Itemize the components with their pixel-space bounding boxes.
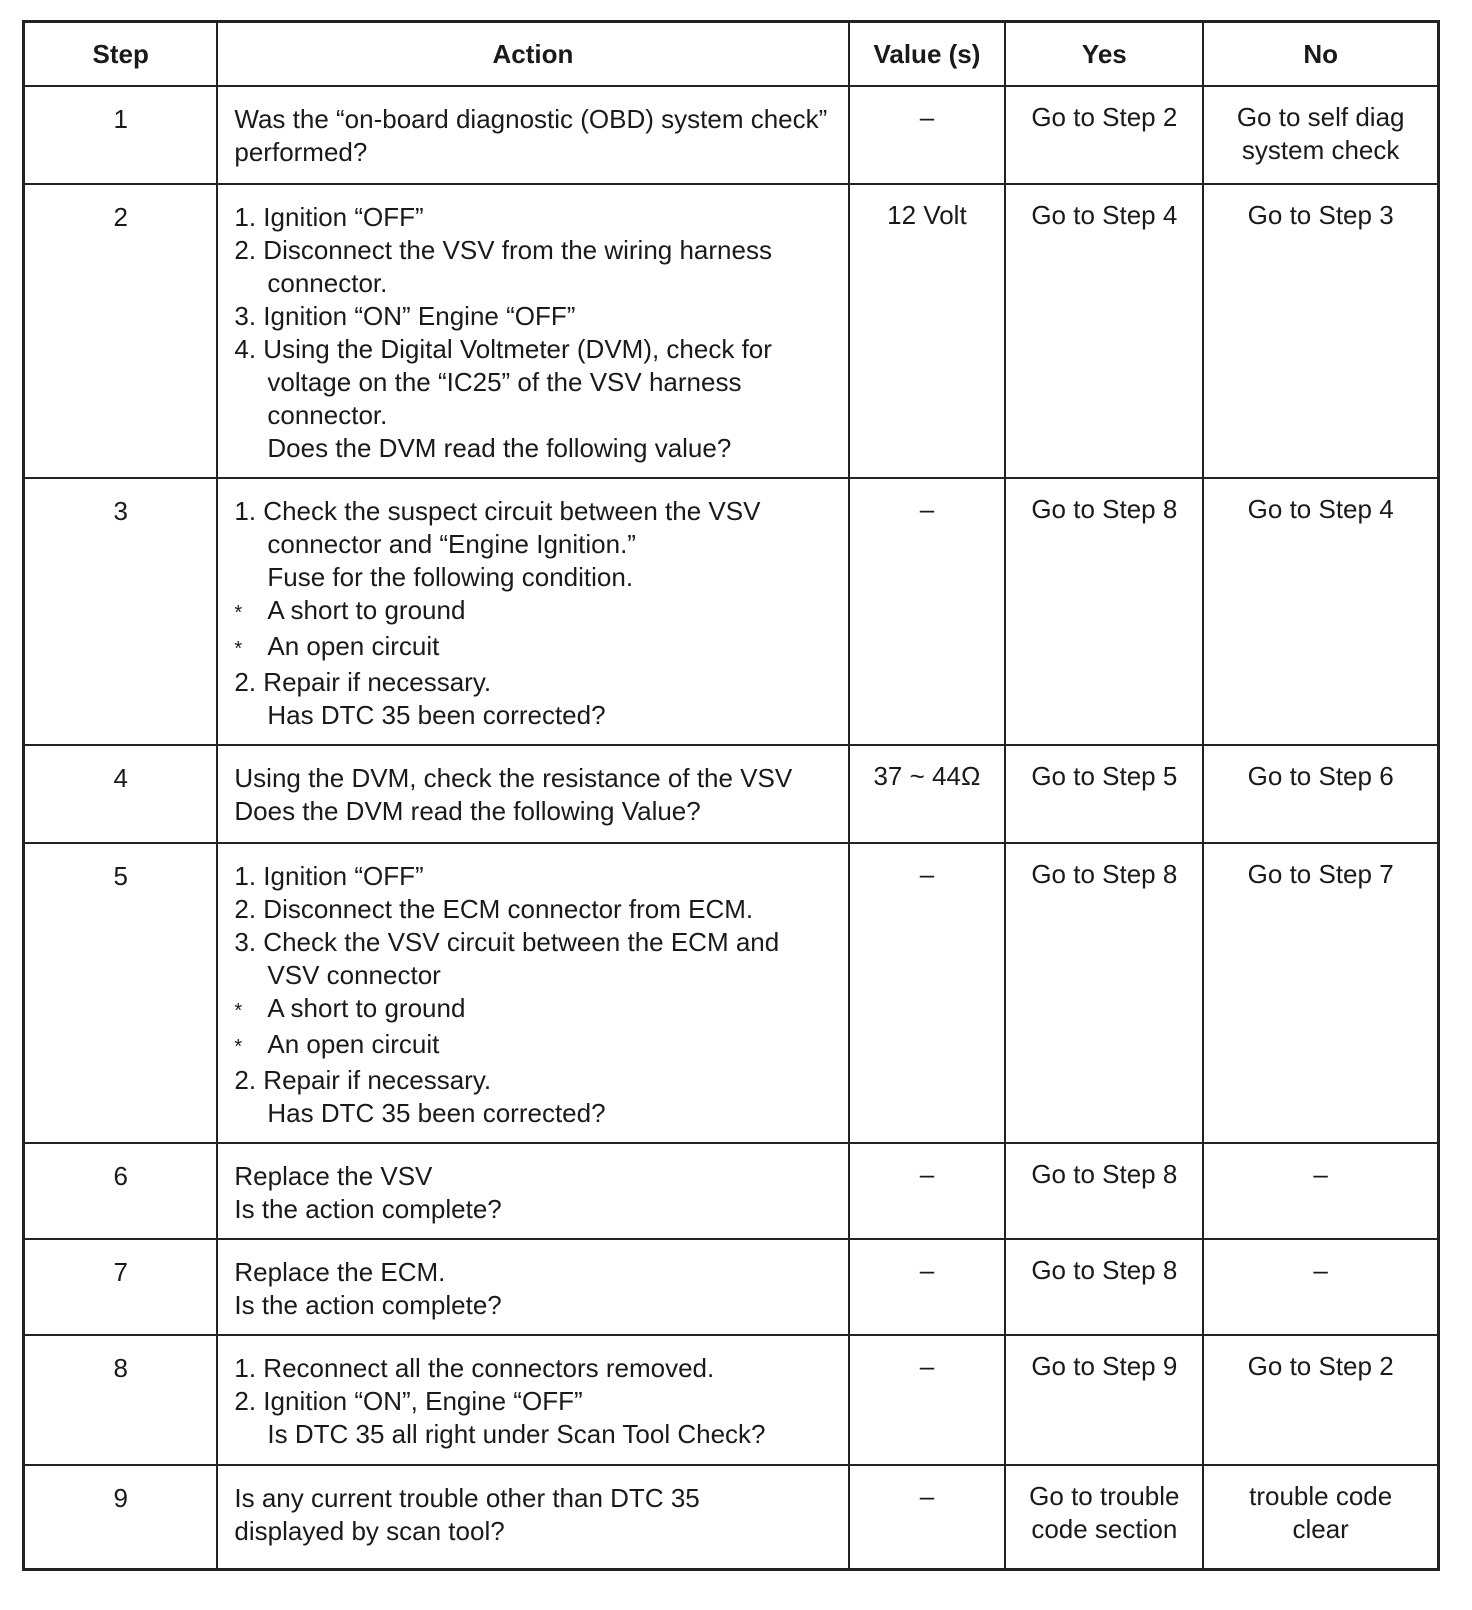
- action-line-text: An open circuit: [267, 631, 440, 661]
- no-cell: [1203, 745, 1438, 843]
- no-line: Go to Step 6: [1247, 761, 1394, 791]
- action-line-text: connector and “Engine Ignition.”: [267, 529, 636, 559]
- table-row: [24, 478, 1439, 745]
- action-line-text: 1. Ignition “OFF”: [234, 202, 424, 232]
- action-line: [234, 926, 839, 959]
- bullet-marker: *: [234, 1000, 243, 1022]
- action-line: [234, 528, 839, 561]
- no-line: Go to Step 7: [1247, 859, 1394, 889]
- header-row: [24, 22, 1439, 87]
- header-value: Value (s): [849, 22, 1006, 87]
- action-line: [234, 893, 839, 926]
- action-cell: [217, 745, 848, 843]
- no-cell: [1203, 1335, 1438, 1465]
- step-number: 4: [24, 745, 218, 843]
- action-line-text: A short to ground: [267, 993, 466, 1023]
- action-line-text: 2. Ignition “ON”, Engine “OFF”: [234, 1386, 583, 1416]
- step-number: 3: [24, 478, 218, 745]
- action-cell: [217, 184, 848, 478]
- action-bullet-line: [234, 594, 839, 630]
- yes-cell: [1005, 1335, 1203, 1465]
- action-line: [234, 762, 839, 795]
- action-line: [234, 267, 839, 300]
- action-line-text: A short to ground: [267, 595, 466, 625]
- step-number: 5: [24, 843, 218, 1143]
- table-row: [24, 1239, 1439, 1335]
- action-line-text: displayed by scan tool?: [234, 1516, 505, 1546]
- no-cell: [1203, 184, 1438, 478]
- action-line: [234, 1193, 839, 1226]
- action-line: [234, 1064, 839, 1097]
- action-line: [234, 333, 839, 366]
- yes-cell: [1005, 745, 1203, 843]
- value-cell: –: [849, 86, 1006, 184]
- action-line: [234, 300, 839, 333]
- action-line: [234, 1418, 839, 1451]
- action-line-text: 2. Repair if necessary.: [234, 667, 492, 697]
- action-bullet-line: [234, 1028, 839, 1064]
- action-line: [234, 103, 839, 136]
- action-line: [234, 201, 839, 234]
- action-bullet-line: [234, 992, 839, 1028]
- action-line: [234, 495, 839, 528]
- yes-line: Go to Step 8: [1031, 859, 1178, 889]
- header-step: Step: [24, 22, 218, 87]
- step-number: 7: [24, 1239, 218, 1335]
- action-line: [234, 1515, 839, 1548]
- step-number: 9: [24, 1465, 218, 1569]
- table-row: [24, 184, 1439, 478]
- no-line: system check: [1241, 135, 1400, 165]
- table-row: [24, 1465, 1439, 1569]
- action-line-text: Has DTC 35 been corrected?: [267, 1098, 606, 1128]
- action-line: [234, 699, 839, 732]
- action-cell: [217, 1465, 848, 1569]
- no-cell: [1203, 843, 1438, 1143]
- action-line: [234, 399, 839, 432]
- action-line: [234, 795, 839, 828]
- no-cell: [1203, 1143, 1438, 1239]
- no-line: –: [1313, 1159, 1328, 1189]
- table-row: [24, 86, 1439, 184]
- bullet-marker: *: [234, 1036, 243, 1058]
- header-no: No: [1203, 22, 1438, 87]
- table-body: [24, 86, 1439, 1569]
- action-line-text: 2. Disconnect the ECM connector from ECM.: [234, 894, 754, 924]
- action-cell: [217, 478, 848, 745]
- value-cell: –: [849, 1239, 1006, 1335]
- action-line-text: 2. Repair if necessary.: [234, 1065, 492, 1095]
- action-line-text: Was the “on-board diagnostic (OBD) system check”: [234, 104, 828, 134]
- value-cell: –: [849, 478, 1006, 745]
- action-line: [234, 1482, 839, 1515]
- action-line-text: Is any current trouble other than DTC 35: [234, 1483, 700, 1513]
- yes-line: Go to Step 5: [1031, 761, 1178, 791]
- action-line-text: connector.: [267, 400, 388, 430]
- yes-line: Go to Step 8: [1031, 494, 1178, 524]
- yes-cell: [1005, 184, 1203, 478]
- action-cell: [217, 1335, 848, 1465]
- no-line: –: [1313, 1255, 1328, 1285]
- diagnostic-table: [22, 20, 1440, 1571]
- action-line-text: Replace the VSV: [234, 1161, 433, 1191]
- action-line: [234, 432, 839, 465]
- action-line-text: performed?: [234, 137, 368, 167]
- action-cell: [217, 86, 848, 184]
- action-line-text: voltage on the “IC25” of the VSV harness: [267, 367, 742, 397]
- action-line: [234, 136, 839, 169]
- action-line: [234, 561, 839, 594]
- action-line-text: 1. Ignition “OFF”: [234, 861, 424, 891]
- action-line: [234, 1256, 839, 1289]
- action-line-text: connector.: [267, 268, 388, 298]
- action-line-text: Does the DVM read the following Value?: [234, 796, 701, 826]
- action-line: [234, 234, 839, 267]
- value-cell: –: [849, 1465, 1006, 1569]
- no-line: Go to self diag: [1236, 102, 1405, 132]
- no-line: Go to Step 2: [1247, 1351, 1394, 1381]
- yes-cell: [1005, 1239, 1203, 1335]
- action-line-text: 4. Using the Digital Voltmeter (DVM), check for: [234, 334, 772, 364]
- action-line-text: Is DTC 35 all right under Scan Tool Check?: [267, 1419, 766, 1449]
- action-line: [234, 1160, 839, 1193]
- yes-line: Go to Step 8: [1031, 1255, 1178, 1285]
- bullet-marker: *: [234, 638, 243, 660]
- yes-line: Go to Step 9: [1031, 1351, 1178, 1381]
- table-row: [24, 843, 1439, 1143]
- step-number: 2: [24, 184, 218, 478]
- yes-cell: [1005, 86, 1203, 184]
- action-line: [234, 666, 839, 699]
- no-line: trouble code: [1249, 1481, 1393, 1511]
- yes-line: code section: [1031, 1514, 1178, 1544]
- no-cell: [1203, 1239, 1438, 1335]
- action-line: [234, 1385, 839, 1418]
- action-line-text: VSV connector: [267, 960, 441, 990]
- yes-cell: [1005, 478, 1203, 745]
- action-cell: [217, 1143, 848, 1239]
- action-line: [234, 1097, 839, 1130]
- value-cell: 37 ~ 44Ω: [849, 745, 1006, 843]
- action-line-text: 3. Ignition “ON” Engine “OFF”: [234, 301, 576, 331]
- table-row: [24, 745, 1439, 843]
- action-cell: [217, 843, 848, 1143]
- value-cell: –: [849, 843, 1006, 1143]
- action-line-text: 3. Check the VSV circuit between the ECM and: [234, 927, 780, 957]
- action-line-text: 1. Reconnect all the connectors removed.: [234, 1353, 715, 1383]
- yes-cell: [1005, 1143, 1203, 1239]
- step-number: 1: [24, 86, 218, 184]
- no-cell: [1203, 1465, 1438, 1569]
- action-cell: [217, 1239, 848, 1335]
- yes-line: Go to Step 4: [1031, 200, 1178, 230]
- action-bullet-line: [234, 630, 839, 666]
- yes-cell: [1005, 843, 1203, 1143]
- header-action: Action: [217, 22, 848, 87]
- value-cell: –: [849, 1143, 1006, 1239]
- action-line: [234, 366, 839, 399]
- action-line-text: Fuse for the following condition.: [267, 562, 634, 592]
- action-line-text: Is the action complete?: [234, 1194, 502, 1224]
- action-line-text: Using the DVM, check the resistance of the VSV: [234, 763, 793, 793]
- action-line-text: 1. Check the suspect circuit between the VSV: [234, 496, 761, 526]
- no-line: clear: [1292, 1514, 1349, 1544]
- action-line: [234, 1289, 839, 1322]
- action-line-text: Is the action complete?: [234, 1290, 502, 1320]
- table-row: [24, 1335, 1439, 1465]
- yes-line: Go to trouble: [1029, 1481, 1180, 1511]
- value-cell: –: [849, 1335, 1006, 1465]
- yes-line: Go to Step 8: [1031, 1159, 1178, 1189]
- step-number: 8: [24, 1335, 218, 1465]
- no-cell: [1203, 478, 1438, 745]
- action-line-text: Has DTC 35 been corrected?: [267, 700, 606, 730]
- value-cell: 12 Volt: [849, 184, 1006, 478]
- step-number: 6: [24, 1143, 218, 1239]
- no-line: Go to Step 4: [1247, 494, 1394, 524]
- action-line-text: Replace the ECM.: [234, 1257, 446, 1287]
- table-row: [24, 1143, 1439, 1239]
- no-cell: [1203, 86, 1438, 184]
- yes-line: Go to Step 2: [1031, 102, 1178, 132]
- action-line: [234, 860, 839, 893]
- action-line-text: 2. Disconnect the VSV from the wiring harness: [234, 235, 772, 265]
- bullet-marker: *: [234, 602, 243, 624]
- header-yes: Yes: [1005, 22, 1203, 87]
- action-line-text: Does the DVM read the following value?: [267, 433, 732, 463]
- action-line-text: An open circuit: [267, 1029, 440, 1059]
- action-line: [234, 959, 839, 992]
- action-line: [234, 1352, 839, 1385]
- yes-cell: [1005, 1465, 1203, 1569]
- no-line: Go to Step 3: [1247, 200, 1394, 230]
